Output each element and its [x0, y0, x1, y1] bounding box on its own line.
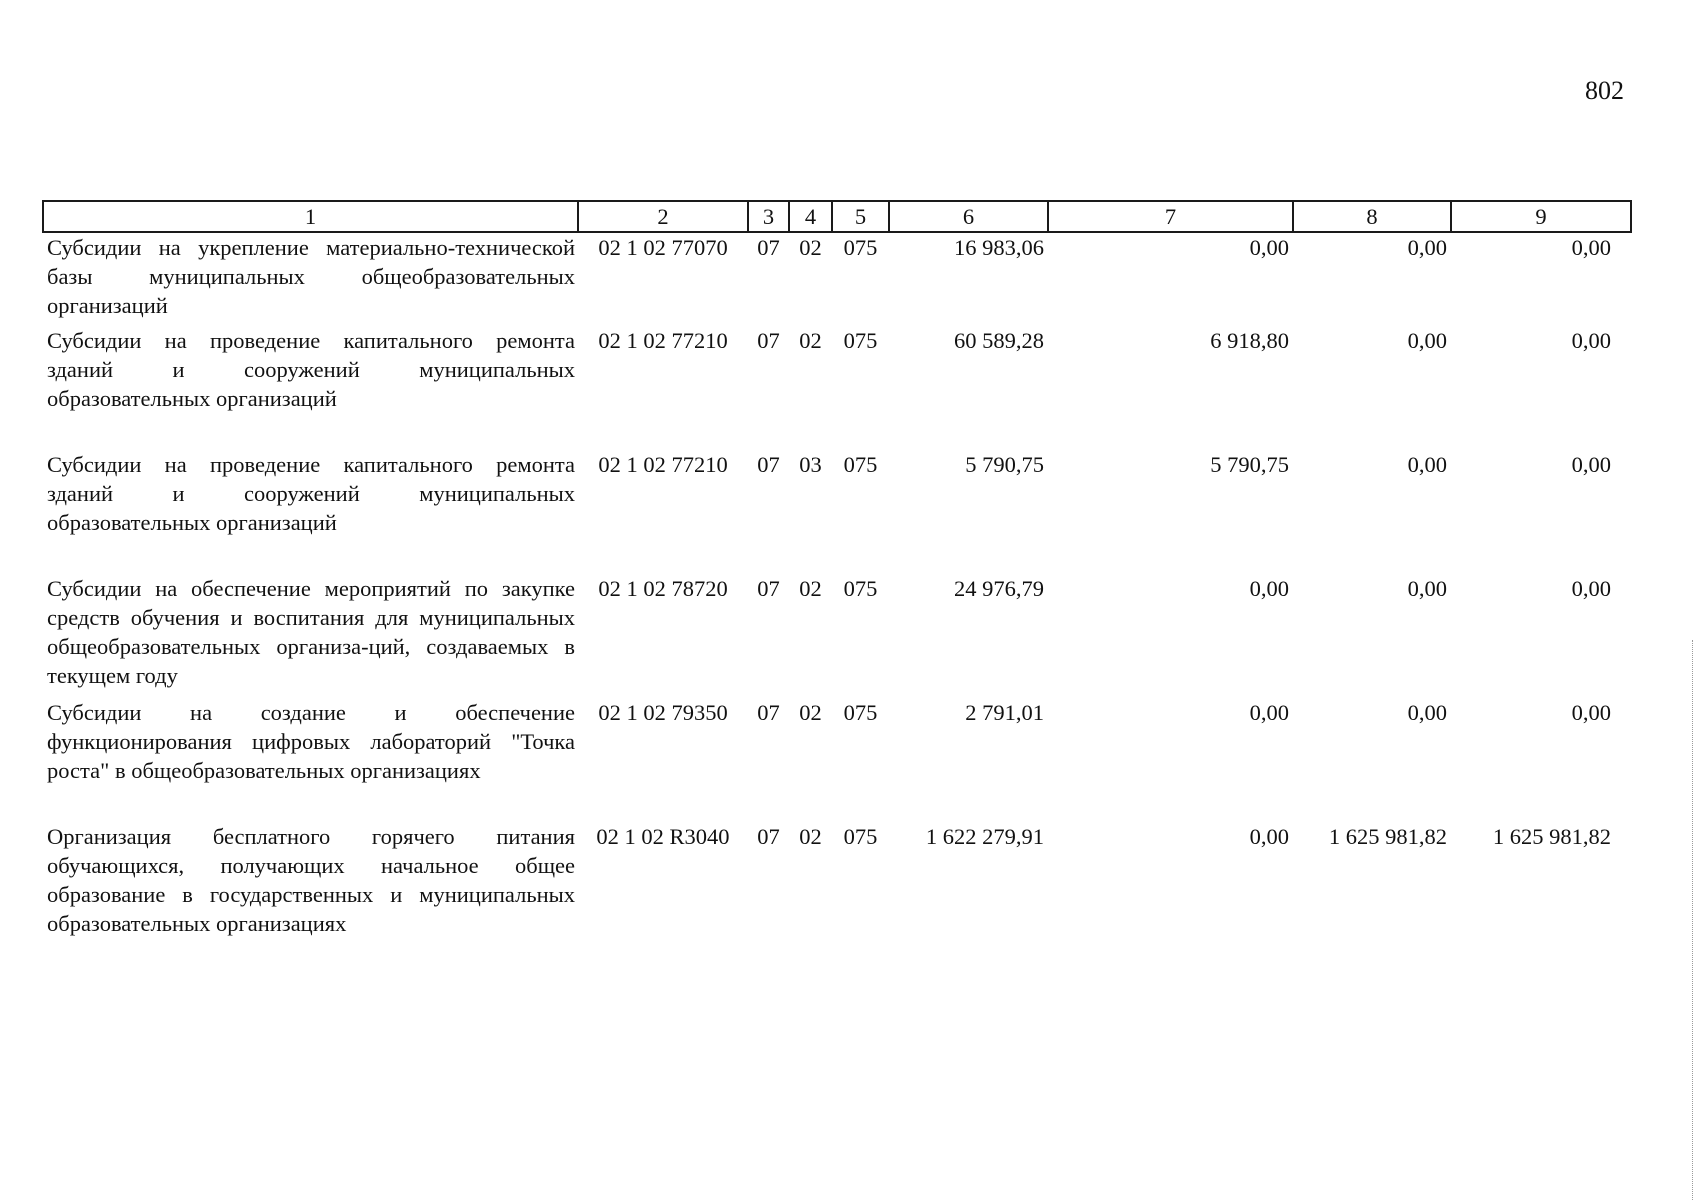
row-code: 02 1 02 77070: [598, 235, 728, 260]
column-header-1: 1: [43, 201, 578, 232]
row-col8: 0,00: [1407, 700, 1447, 725]
table-row: [43, 232, 1631, 326]
row-col5: 075: [843, 824, 878, 849]
table-row: [43, 698, 1631, 822]
row-col3: 07: [757, 700, 780, 725]
column-header-3: 3: [748, 201, 789, 232]
row-col7: 0,00: [1249, 576, 1289, 601]
row-col6: 24 976,79: [954, 576, 1044, 601]
row-col4: 02: [799, 328, 822, 353]
row-col5: 075: [843, 452, 878, 477]
row-col4: 02: [799, 700, 822, 725]
row-col9: 0,00: [1571, 576, 1611, 601]
row-col4: 02: [799, 576, 822, 601]
row-col3: 07: [757, 824, 780, 849]
row-col9: 0,00: [1571, 700, 1611, 725]
row-col3: 07: [757, 328, 780, 353]
table-row: [43, 822, 1631, 942]
column-header-7: 7: [1048, 201, 1293, 232]
row-code: 02 1 02 78720: [598, 576, 728, 601]
row-col8: 0,00: [1407, 235, 1447, 260]
row-col9: 0,00: [1571, 235, 1611, 260]
row-description: Субсидии на создание и обеспечение функционирования цифровых лабораторий "Точка роста" в общеобразовательных организациях: [47, 700, 575, 783]
column-header-6: 6: [889, 201, 1048, 232]
row-col6: 1 622 279,91: [925, 824, 1044, 849]
row-col8: 0,00: [1407, 328, 1447, 353]
table-row: [43, 450, 1631, 574]
row-code: 02 1 02 79350: [598, 700, 728, 725]
column-header-5: 5: [832, 201, 889, 232]
row-code: 02 1 02 R3040: [596, 824, 730, 849]
row-col7: 5 790,75: [1210, 452, 1289, 477]
row-col7: 0,00: [1249, 235, 1289, 260]
row-col4: 03: [799, 452, 822, 477]
row-col6: 2 791,01: [965, 700, 1044, 725]
row-col6: 60 589,28: [954, 328, 1044, 353]
row-col7: 0,00: [1249, 824, 1289, 849]
row-col6: 5 790,75: [965, 452, 1044, 477]
column-header-9: 9: [1451, 201, 1631, 232]
scan-edge-mark: [1691, 640, 1693, 1200]
row-col9: 0,00: [1571, 452, 1611, 477]
row-code: 02 1 02 77210: [598, 328, 728, 353]
table-row: [43, 574, 1631, 698]
row-col3: 07: [757, 452, 780, 477]
page-number: 802: [1585, 76, 1624, 105]
row-col5: 075: [843, 576, 878, 601]
row-col4: 02: [799, 824, 822, 849]
row-col4: 02: [799, 235, 822, 260]
row-description: Субсидии на укрепление материально-технической базы муниципальных общеобразовательных организаций: [47, 235, 575, 318]
row-col5: 075: [843, 700, 878, 725]
row-col7: 0,00: [1249, 700, 1289, 725]
row-col3: 07: [757, 576, 780, 601]
row-col3: 07: [757, 235, 780, 260]
row-col8: 0,00: [1407, 452, 1447, 477]
row-description: Субсидии на обеспечение мероприятий по закупке средств обучения и воспитания для муниципальных общеобразовательных организа-ций, создаваемых в текущем году: [47, 576, 575, 688]
row-col7: 6 918,80: [1210, 328, 1289, 353]
table-row: [43, 326, 1631, 450]
column-header-8: 8: [1293, 201, 1451, 232]
row-col5: 075: [843, 235, 878, 260]
row-col8: 0,00: [1407, 576, 1447, 601]
header-row: [43, 201, 1631, 232]
row-code: 02 1 02 77210: [598, 452, 728, 477]
row-col9: 0,00: [1571, 328, 1611, 353]
row-description: Организация бесплатного горячего питания обучающихся, получающих начальное общее образование в государственных и муниципальных образовательных организациях: [47, 824, 575, 936]
budget-table: [42, 200, 1632, 942]
column-header-4: 4: [789, 201, 832, 232]
row-description: Субсидии на проведение капитального ремонта зданий и сооружений муниципальных образовательных организаций: [47, 452, 575, 535]
row-col8: 1 625 981,82: [1328, 824, 1447, 849]
row-col5: 075: [843, 328, 878, 353]
row-description: Субсидии на проведение капитального ремонта зданий и сооружений муниципальных образовательных организаций: [47, 328, 575, 411]
row-col9: 1 625 981,82: [1492, 824, 1611, 849]
row-col6: 16 983,06: [954, 235, 1044, 260]
column-header-2: 2: [578, 201, 748, 232]
